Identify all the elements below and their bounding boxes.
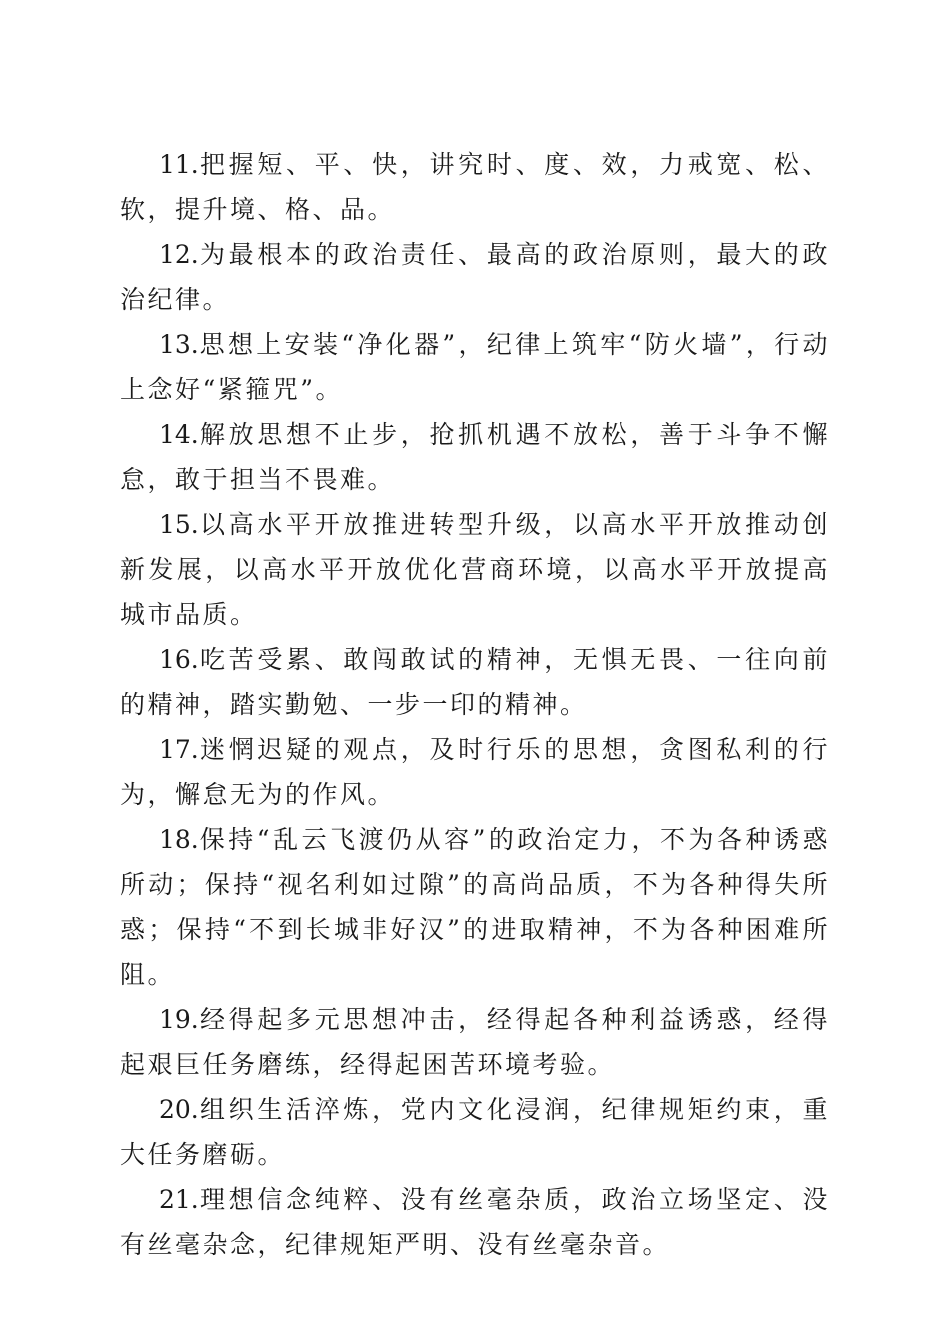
- item-text: 保持“乱云飞渡仍从容”的政治定力，不为各种诱惑所动；保持“视名利如过隙”的高尚品质，不为各种得失所惑；保持“不到长城非好汉”的进取精神，不为各种困难所阻。: [120, 825, 830, 989]
- item-text: 组织生活淬炼，党内文化浸润，纪律规矩约束，重大任务磨砺。: [120, 1095, 830, 1169]
- document-body: [120, 142, 830, 1267]
- list-item: [120, 1177, 830, 1267]
- list-item: [120, 322, 830, 412]
- item-text: 理想信念纯粹、没有丝毫杂质，政治立场坚定、没有丝毫杂念，纪律规矩严明、没有丝毫杂音。: [120, 1185, 830, 1259]
- item-number: 12.: [159, 240, 199, 269]
- item-number: 15.: [159, 510, 199, 539]
- item-number: 11.: [159, 150, 199, 179]
- list-item: [120, 232, 830, 322]
- item-text: 思想上安装“净化器”，纪律上筑牢“防火墙”，行动上念好“紧箍咒”。: [120, 330, 830, 404]
- item-number: 16.: [159, 645, 199, 674]
- item-text: 以高水平开放推进转型升级，以高水平开放推动创新发展，以高水平开放优化营商环境，以高水平开放提高城市品质。: [120, 510, 830, 629]
- item-text: 经得起多元思想冲击，经得起各种利益诱惑，经得起艰巨任务磨练，经得起困苦环境考验。: [120, 1005, 830, 1079]
- item-number: 14.: [159, 420, 199, 449]
- item-text: 迷惘迟疑的观点，及时行乐的思想，贪图私利的行为，懈怠无为的作风。: [120, 735, 830, 809]
- list-item: [120, 817, 830, 997]
- item-text: 解放思想不止步，抢抓机遇不放松，善于斗争不懈怠，敢于担当不畏难。: [120, 420, 830, 494]
- item-text: 为最根本的政治责任、最高的政治原则，最大的政治纪律。: [120, 240, 830, 314]
- item-number: 19.: [159, 1005, 199, 1034]
- list-item: [120, 1087, 830, 1177]
- item-number: 20.: [159, 1095, 199, 1124]
- list-item: [120, 142, 830, 232]
- item-text: 吃苦受累、敢闯敢试的精神，无惧无畏、一往向前的精神，踏实勤勉、一步一印的精神。: [120, 645, 830, 719]
- item-number: 17.: [159, 735, 199, 764]
- item-number: 13.: [159, 330, 199, 359]
- list-item: [120, 502, 830, 637]
- list-item: [120, 727, 830, 817]
- item-text: 把握短、平、快，讲究时、度、效，力戒宽、松、软，提升境、格、品。: [120, 150, 830, 224]
- list-item: [120, 412, 830, 502]
- item-number: 21.: [159, 1185, 199, 1214]
- item-number: 18.: [159, 825, 199, 854]
- list-item: [120, 637, 830, 727]
- list-item: [120, 997, 830, 1087]
